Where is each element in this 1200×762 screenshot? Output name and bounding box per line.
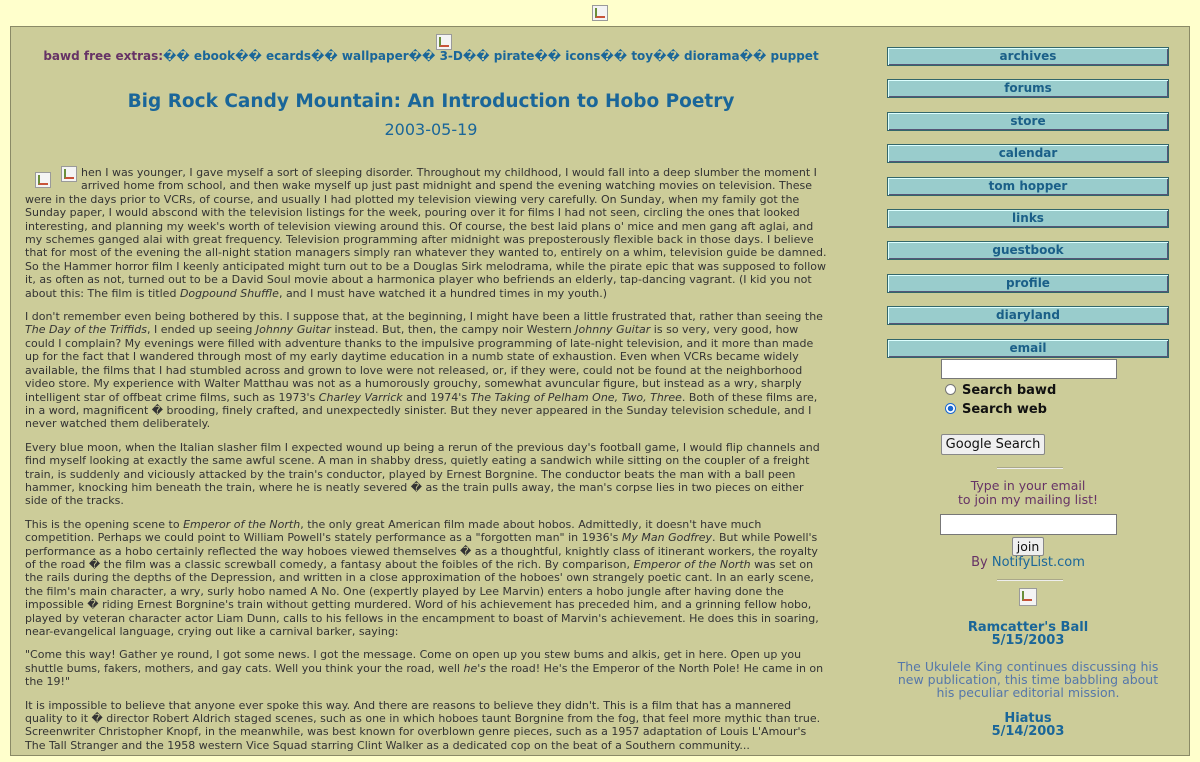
entry-date: 5/14/2003 (991, 724, 1065, 739)
nav-profile[interactable]: profile (887, 274, 1169, 293)
free-extras-bar: bawd free extras:�� ebook�� ecards�� wallpaper�� 3-D�� pirate�� icons�� toy�� diorama�� puppet (43, 49, 819, 63)
extra-link-wallpaper[interactable]: wallpaper (337, 49, 409, 63)
content-frame (10, 26, 1190, 756)
nav-guestbook[interactable]: guestbook (887, 241, 1169, 260)
join-button[interactable]: join (1012, 537, 1044, 556)
extra-link-ecards[interactable]: ecards (261, 49, 312, 63)
notifylist-credit: By NotifyList.com (971, 555, 1085, 570)
entry-description: The Ukulele King continues discussing his new publication, this time babbling about his peculiar editorial mission. (897, 659, 1159, 701)
radio-search-web[interactable]: Search web (945, 402, 1047, 417)
paragraph-6: It is impossible to believe that anyone ever spoke this way. And there are reasons to believe they didn't. This is a film that has a mannered quality to it � director Robert Aldrich staged scenes, such as one in which hoboes taunt Borgnine from the fog, that feel more mythic than true. Screenwriter Christopher Knopf, in the meanwhile, was best known for overblown genre pieces, such as a 1957 adaptation of Louis L'Amour's The Tall Stranger and the 1958 western Vice Squad starring Clint Walker as a dedicated cop on the beat of a Southern community... (25, 698, 821, 752)
extras-banner-image (436, 34, 452, 50)
nav-forums[interactable]: forums (887, 79, 1169, 98)
entry-thumbnail-image[interactable] (1019, 588, 1037, 606)
site-logo-image (592, 5, 608, 21)
article-body (25, 166, 827, 762)
paragraph-2: I don't remember even being bothered by this. I suppose that, at the beginning, I might have been a little frustrated that, rather than seeing the The Day of the Triffids, I ended up seeing Johnny Guitar instead. But, then, the campy noir Western Johnny Guitar is so very, very good, how could I complain? My evenings were filled with adventure thanks to the impulsive programming of late-night television, and it more than made up for the fact that I wandered through most of my early daytime education in a numb state of exhaustion. Even when VCRs became widely available, the films that I had stumbled across and grown to love were not released, or, if they were, could not be found at the neighborhood video store. My experience with Walter Matthau was not as a humorously grouchy, somewhat avuncular figure, but instead as a wry, sharply intelligent star of offbeat crime films, such as 1973's Charley Varrick and 1974's The Taking of Pelham One, Two, Three. Both of these films are, in a word, magnificent � brooding, finely crafted, and unexpectedly sinister. But they never appeared in the Sunday television schedule, and I never watched them deliberately. (25, 310, 823, 431)
nav-calendar[interactable]: calendar (887, 144, 1169, 163)
nav-links[interactable]: links (887, 209, 1169, 228)
mailing-list-prompt: Type in your email to join my mailing list! (957, 478, 1098, 507)
divider (997, 467, 1063, 469)
entry-date: 5/15/2003 (991, 633, 1065, 648)
free-extras-label: bawd free extras: (43, 49, 164, 63)
radio-button[interactable] (945, 384, 956, 395)
nav-store[interactable]: store (887, 112, 1169, 131)
notifylist-link[interactable]: NotifyList.com (991, 555, 1085, 570)
paragraph-1: hen I was younger, I gave myself a sort of sleeping disorder. Throughout my childhood, I would fall into a deep slumber the moment I arrived home from school, and then wake myself up just past midnight and spend the evening watching movies on television. These were in the days prior to VCRs, of course, and usually I had plotted my television viewing very carefully. On Sunday, when my family got the Sunday paper, I would abscond with the television listings for the week, pouring over it for films I had not seen, circling the ones that looked interesting, and planning my week's worth of television viewing around this. Of course, the best laid plans o' mice and men gang aft aglai, and my schemes ganged alai with great frequency. Television programming after midnight was preposterously flexible back in those days. I believe that for most of the evening the all-night station managers simply ran whatever they wanted to, entirely on a whim, television guide be damned. So the Hammer horror film I keenly anticipated might turn out to be a Douglas Sirk melodrama, while the pirate epic that was supposed to follow it, as often as not, turned out to be a David Soul movie about a harmonica player who befriends an elderly, tap-dancing vagrant. (I kid you not about this: The film is titled Dogpound Shuffle, and I must have watched it a hundred times in my youth.) (25, 166, 827, 300)
email-field[interactable] (940, 514, 1117, 535)
extra-link-icons[interactable]: icons (561, 49, 601, 63)
divider (997, 579, 1063, 581)
dropcap-w-image (61, 166, 77, 182)
extra-link-toy[interactable]: toy (627, 49, 654, 63)
nav-email[interactable]: email (887, 339, 1169, 358)
nav-archives[interactable]: archives (887, 47, 1169, 66)
nav-diaryland[interactable]: diaryland (887, 306, 1169, 325)
paragraph-4: This is the opening scene to Emperor of the North, the only great American film made about hobos. Admittedly, it doesn't have much competition. Perhaps we could point to William Powell's stately performance as a "forgotten man" in 1936's My Man Godfrey. But while Powell's performance as a hobo certainly reflected the way hoboes viewed themselves � as a thoughtful, knightly class of itinerant workers, the royalty of the road � the film was a classic screwball comedy, a fantasy about the foibles of the rich. By comparison, Emperor of the North was set on the rails during the depths of the Depression, and written in a close approximation of the hoboes' own strangely poetic cant. In an early scene, the film's main character, a wry, surly hobo named A No. One (expertly played by Lee Marvin) enters a hobo jungle after having done the impossible � riding Ernest Borgnine's train without getting murdered. Word of his achievement has preceded him, and a grinning fellow hobo, played by veteran character actor Liam Dunn, calls to his fellows in the encampment to boast of Marvin's achievement. He does this in soaring, near-evangelical language, crying out like a carnival barker, saying: (25, 517, 819, 638)
radio-search-bawd[interactable]: Search bawd (945, 383, 1056, 398)
extra-link-3d[interactable]: 3-D (435, 49, 463, 63)
search-input[interactable] (941, 359, 1117, 379)
article-date: 2003-05-19 (384, 120, 478, 139)
entry-title-link[interactable]: Hiatus (1004, 711, 1052, 726)
quote-paragraph: "Come this way! Gather ye round, I got some news. I got the message. Come on open up you stew bums and alkis, get in here. Open up you shuttle bums, fakers, mothers, and gay cats. Well you think your the road, well he's the road! He's the Emperor of the North Pole! He came in on the 19!" (25, 648, 824, 689)
nav-tom-hopper[interactable]: tom hopper (887, 177, 1169, 196)
film-title: Dogpound Shuffle (179, 286, 279, 300)
google-search-button[interactable]: Google Search (941, 434, 1045, 455)
extra-link-puppet[interactable]: puppet (766, 49, 819, 63)
extra-link-diorama[interactable]: diorama (679, 49, 740, 63)
decorative-image (35, 172, 51, 188)
radio-button-selected[interactable] (945, 403, 956, 414)
extra-link-ebook[interactable]: ebook (189, 49, 236, 63)
extra-link-pirate[interactable]: pirate (489, 49, 535, 63)
entry-title-link[interactable]: Ramcatter's Ball (967, 620, 1089, 635)
paragraph-3: Every blue moon, when the Italian slasher film I expected wound up being a rerun of the previous day's football game, I would flip channels and find myself looking at exactly the same awful scene. A man in shabby dress, quietly eating a sandwich while sitting on the coupler of a freight train, is suddenly and viciously attacked by the train's conductor, played by Ernest Borgnine. The conductor beats the man with a ball peen hammer, knocking him beneath the train, where he is neatly severed � as the train pulls away, the man's corpse lies in two pieces on either side of the tracks. (25, 440, 820, 508)
article-title: Big Rock Candy Mountain: An Introduction to Hobo Poetry (127, 91, 735, 112)
